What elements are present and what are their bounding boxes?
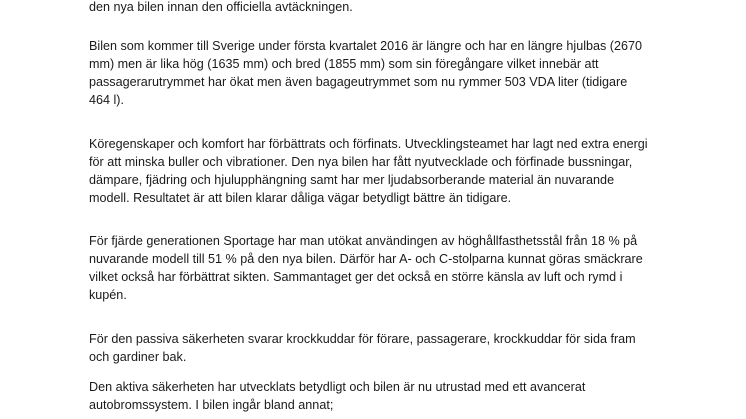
paragraph-3-line-1: Köregenskaper och komfort har förbättrats och förfinats. Utvecklingsteamet har lagt ned extra energi bbox=[89, 137, 648, 151]
paragraph-4-line-1: För fjärde generationen Sportage har man utökat användingen av höghållfasthetsstål från 18 % på bbox=[89, 234, 638, 248]
paragraph-2-line-2: mm) men är lika hög (1635 mm) och bred (1855 mm) som sin föregångare vilket innebär att bbox=[89, 57, 599, 71]
paragraph-4-line-3: vilket också har förbättrat sikten. Sammantaget ger det också en större känsla av luft och rymd i bbox=[89, 270, 623, 284]
paragraph-4-line-4: kupén. bbox=[89, 288, 127, 302]
paragraph-2-line-1: Bilen som kommer till Sverige under första kvartalet 2016 är längre och har en längre hjulbas (2670 bbox=[89, 39, 643, 53]
paragraph-6-line-1: Den aktiva säkerheten har utvecklats betydligt och bilen är nu utrustad med ett avancerat bbox=[89, 380, 586, 394]
paragraph-5-line-1: För den passiva säkerheten svarar krockkuddar för förare, passagerare, krockkuddar för sida fram bbox=[89, 332, 636, 346]
paragraph-3-line-2: för att minska buller och vibrationer. Den nya bilen har fått nyutvecklade och förfinade bussningar, bbox=[89, 155, 633, 169]
paragraph-2-line-3: passagerarutrymmet har ökat men även bagageutrymmet som nu rymmer 503 VDA liter (tidigare bbox=[89, 75, 628, 89]
paragraph-3-line-4: modell. Resultatet är att bilen klarar dåliga vägar betydligt bättre än tidigare. bbox=[89, 191, 512, 205]
paragraph-5-line-2: och gardiner bak. bbox=[89, 350, 187, 364]
paragraph-2-line-4: 464 l). bbox=[89, 93, 125, 107]
paragraph-1-line-1: den nya bilen innan den officiella avtäckningen. bbox=[89, 0, 353, 14]
paragraph-6-line-2: autobromssystem. I bilen ingår bland annat; bbox=[89, 398, 334, 412]
paragraph-4-line-2: nuvarande modell till 51 % på den nya bilen. Därför har A- och C-stolparna kunnat göras smäckrare bbox=[89, 252, 643, 266]
paragraph-3-line-3: dämpare, fjädring och hjulupphängning samt har mer ljudabsorberande material än nuvarande bbox=[89, 173, 615, 187]
